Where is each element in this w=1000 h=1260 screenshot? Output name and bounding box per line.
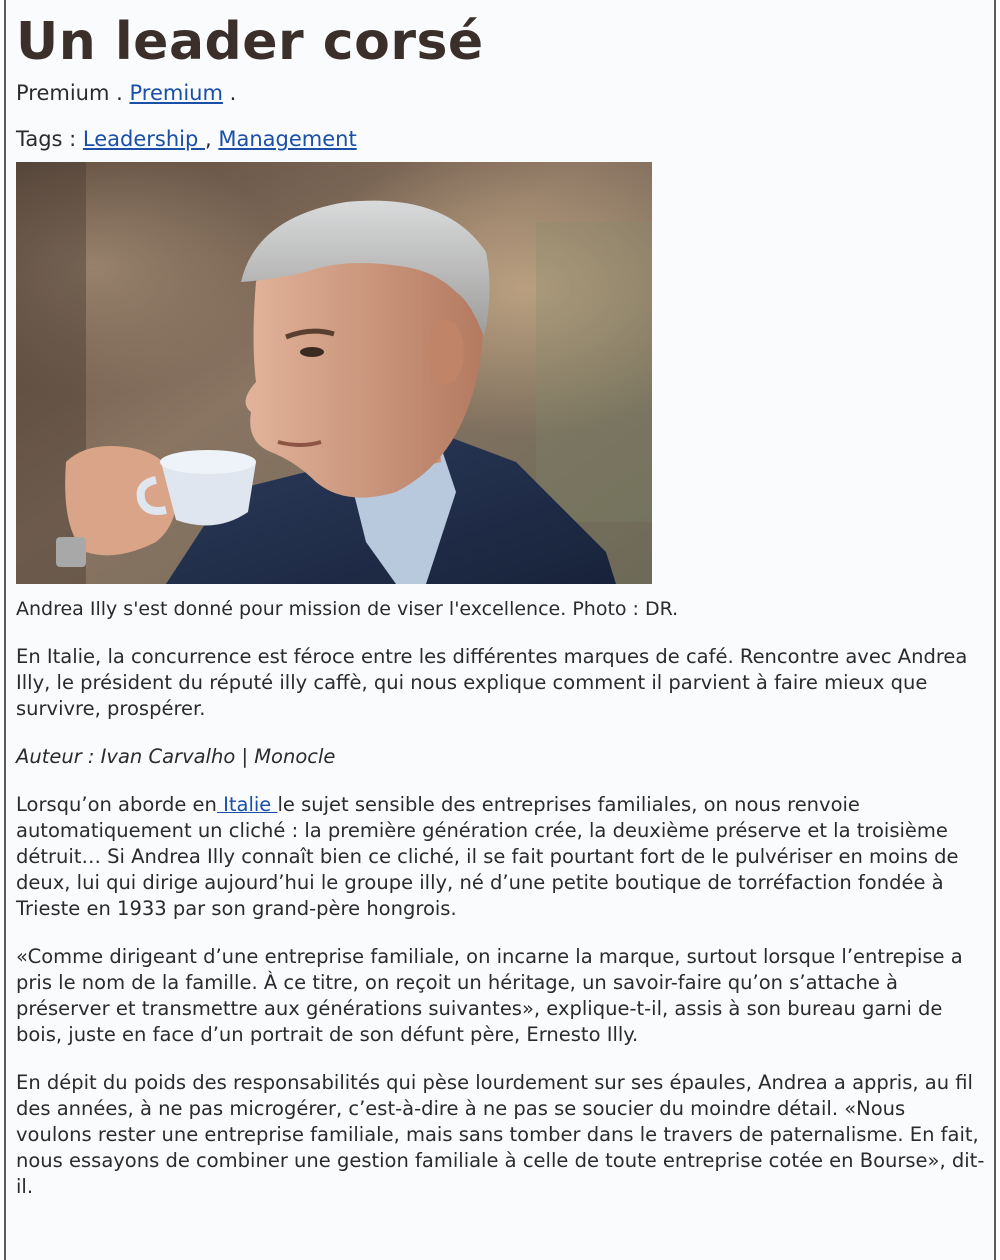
paragraph-1-rest: le sujet sensible des entreprises familiales, on nous renvoie automatiquement un cliché : la première génération crée, la deuxième préserve et la troisième détruit… Si Andrea Illy connaît bien ce cliché, il se fait pourtant fort de le pulvériser en moins de deux, lui qui dirige aujourd’hui le groupe illy, né d’une petite boutique de torréfaction fondée à Trieste en 1933 par son grand-père hongrois. [16,793,959,920]
tag-link-management[interactable]: Management [218,127,357,151]
paragraph-1-start: Lorsqu’on aborde en [16,793,217,816]
category-end: . [222,81,237,105]
article-title: Un leader corsé [16,12,484,72]
paragraph-2: «Comme dirigeant d’une entreprise familiale, on incarne la marque, surtout lorsque l’entrepise a pris le nom de la famille. À ce titre, on reçoit un héritage, un savoir-faire qu’on s’attache à préserver et transmettre aux générations suivantes», explique-t-il, assis à son bureau garni de bois, juste en face d’un portrait de son défunt père, Ernesto Illy. [16,945,963,1046]
article-author: Auteur : Ivan Carvalho | Monocle [16,745,336,768]
tag-link-leadership[interactable]: Leadership [82,127,206,151]
tags-label: Tags : [16,127,83,151]
tags-separator: , [205,127,219,151]
portrait-photo [16,162,652,584]
category-separator: . [109,81,130,105]
tags-line [16,124,994,154]
paragraph-3: En dépit du poids des responsabilités qui pèse lourdement sur ses épaules, Andrea a appris, au fil des années, à ne pas microgérer, c’est-à-dire à ne pas se soucier du moindre détail. «Nous voulons rester une entreprise familiale, mais sans tomber dans le travers de paternalisme. En fait, nous essayons de combiner une gestion familiale à celle de toute entreprise cotée en Bourse», dit-il. [16,1071,985,1198]
category-link-premium[interactable]: Premium [129,81,223,105]
link-italie[interactable]: Italie [216,793,278,816]
article-lead: En Italie, la concurrence est féroce entre les différentes marques de café. Rencontre avec Andrea Illy, le président du réputé illy caffè, qui nous explique comment il parvient à faire mieux que survivre, prospérer. [16,645,968,720]
category-line [16,78,994,108]
category-label: Premium [16,81,110,105]
article-page [4,0,996,1260]
photo-caption: Andrea Illy s'est donné pour mission de viser l'excellence. Photo : DR. [16,598,679,620]
paragraph-1 [16,792,994,922]
